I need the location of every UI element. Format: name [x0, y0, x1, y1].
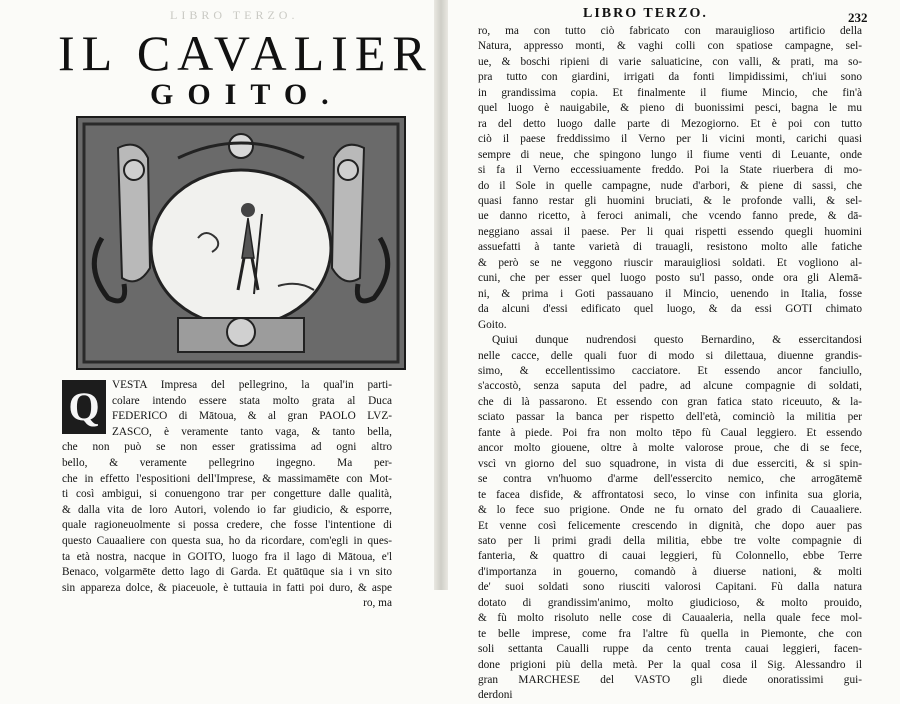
text-line: neggiano assai il paese. Per li quai rispetti essendo quegli huomini — [478, 225, 862, 238]
catchword: ro, ma — [363, 597, 392, 610]
text-line: sato per li primi gradi della militia, ebbe tre volte compagnie di — [478, 534, 862, 547]
text-line: si fa il Verno eccessiuamente freddo. Poi la State riuerbera di mo- — [478, 164, 862, 177]
text-line: pra tutto con giardini, irrigati da fonti limpidissimi, ch'iui sono — [478, 71, 862, 84]
text-line: te facea disfide, & affrontatosi seco, lo vinse con infinita sua gloria, — [478, 488, 862, 501]
text-line: & dalla vita de loro Autori, volendo io far giudicio, & esporre, — [62, 503, 392, 516]
book-gutter — [434, 0, 448, 590]
show-through-header: LIBRO TERZO. — [170, 8, 299, 22]
page-title: IL CAVALIER — [58, 25, 433, 81]
text-line: simo, & eccellentissimo cacciatore. Et essendo ancor fanciullo, — [478, 364, 862, 377]
text-line: nelle cacce, delle quali fuor di modo si dilettaua, diuenne grandis- — [478, 349, 862, 362]
decorated-initial: Q — [62, 380, 106, 434]
left-page — [0, 0, 434, 610]
text-line: fante à piede. Poi fra non molto tēpo fù Caual leggiero. Et essendo — [478, 426, 862, 439]
right-body-text — [478, 24, 862, 704]
text-line: quale ragioneuolmente si possa credere, che fosse l'intentione di — [62, 519, 392, 532]
text-line: ti così ambigui, si conuengono trar per congetture dalle qualità, — [62, 488, 392, 501]
text-line: do il Sole in quelle campagne, nude d'arbori, & piene di sassi, che — [478, 179, 862, 192]
text-line: ciò il paese freddissimo il Verno per li vicini monti, carichi quasi — [478, 133, 862, 146]
text-line: Et venne così felicemente crescendo in dignità, che dopo auer pas — [478, 519, 862, 532]
text-line: che non può se non esser gratissima ad ogni altro — [62, 441, 392, 454]
text-line: te belle imprese, come fra l'altre fù quella in Piemonte, che con — [478, 627, 862, 640]
left-body-text — [62, 378, 392, 612]
text-line: ra del detto luogo dalle parte di Mezogiorno. Et è poi con tutto — [478, 117, 862, 130]
text-line: ancor molto giouene, oltre à molte valorose proue, che di se fece, — [478, 442, 862, 455]
text-line: quasi fanno restar gli huomini bruciati, & le profonde valli, & sel- — [478, 194, 862, 207]
text-line: questo Cauaaliere con questa sua, ho da ricordare, com'egli in ques- — [62, 534, 392, 547]
text-line: da alcuni d'essi edificato quel luogo, & da essi GOTI chimato — [478, 303, 862, 316]
text-line: ue, & boschi ripieni di varie saluaticine, con valli, & prati, ma so- — [478, 55, 862, 68]
text-line: bello, & veramente pellegrino ingegno. Ma per- — [62, 456, 392, 469]
text-line: che in effetto l'espositioni dell'Imprese, & massimamēte con Mot- — [62, 472, 392, 485]
text-line: & però se ne veggono riuscir marauigliosi soldati. Et vogliono al- — [478, 256, 862, 269]
page-subtitle: GOITO. — [150, 78, 343, 111]
text-line: quel luogo è nauigabile, & pieno di buonissimi pesci, bagna le mu — [478, 102, 862, 115]
text-line: se contra vn'huomo d'arme dell'essercito nemico, che arrogātemē — [478, 473, 862, 486]
text-line: FEDERICO di Mātoua, & al gran PAOLO LVZ- — [112, 410, 392, 423]
text-line: soli settanta Caualli ruppe da cento trenta cauai leggieri, facen- — [478, 643, 862, 656]
text-line: colare intendo essere stata molto grata al Duca — [112, 394, 392, 407]
text-line: sciato passar la banca per rispetto dell'età, cominciò la militia per — [478, 411, 862, 424]
text-line: Quiui dunque nudrendosi questo Bernardino, & essercitandosi — [492, 334, 862, 347]
text-line: fanteria, & quattro di cauai leggieri, fù Colonnello, ebbe Terre — [478, 550, 862, 563]
impresa-illustration — [78, 118, 404, 368]
text-line: sin appareza dolce, & piaceuole, è tuttauia in fatti poi duro, & aspe — [62, 581, 392, 594]
catchword: derdoni — [478, 689, 513, 702]
text-line: ni, & prima i Goti passauano il Mincio, uenendo in Italia, fosse — [478, 287, 862, 300]
text-line: che di là passarono. Et essendo con gran fatica stato riceuuto, & la- — [478, 395, 862, 408]
page-number: 232 — [848, 10, 868, 25]
text-line: de' suoi soldati sono riusciti valorosi Capitani. Fù dalla natura — [478, 581, 862, 594]
text-line: d'importanza in gouerno, comandò à diuerse nationi, & molti — [478, 565, 862, 578]
text-line: ZASCO, è veramente tanto vaga, & tanto bella, — [112, 425, 392, 438]
text-line: Benaco, volgarmēte detto lago di Garda. Et quātūque sia i vn sito — [62, 566, 392, 579]
text-line: ro, ma con tutto ciò fabricato con marauiglioso artificio della — [478, 25, 862, 37]
right-page — [448, 0, 900, 702]
text-line: vscì vn giorno del suo squadrone, in vista di due esserciti, & si spin- — [478, 457, 862, 470]
impresa-woodcut — [76, 116, 406, 370]
text-line: & lo fece suo prigione. Onde ne fu ornato del grado di Cauaaliere. — [478, 504, 862, 517]
text-line: Natura, appresso monti, & vaghi colli con spatiose campagne, sel- — [478, 40, 862, 53]
text-line: sempre di neue, che spingono lungo il fiume venti di Leuante, onde — [478, 148, 862, 161]
text-line: ta età nostra, nacque in GOITO, luogo fra il lago di Mātoua, e'l — [62, 550, 392, 563]
text-line: & fù molto risoluto nelle cose di Cauaaleria, nella quale fece mol- — [478, 612, 862, 625]
text-line: VESTA Impresa del pellegrino, la qual'in parti- — [112, 379, 392, 391]
text-line: done prigioni più della metà. Per la qual cosa il Sig. Alessandro il — [478, 658, 862, 671]
text-line: dotato di grandissim'animo, molto giudicioso, & molto prouido, — [478, 596, 862, 609]
text-line: assuefatti à tante varietà di trauagli, resistono molto alle fatiche — [478, 241, 862, 254]
text-line: Goito. — [478, 318, 507, 331]
text-line: in grandissima copia. Et finalmente il fiume Mincio, che fin'à — [478, 86, 862, 99]
text-line: gran MARCHESE del VASTO gli diede onoratissimi gui- — [478, 674, 862, 687]
text-line: s'accostò, senza saputa del padre, ad alcune compagnie di soldati, — [478, 380, 862, 393]
text-line: cuni, che per esser quel luogo posto su'l passo, onde ora gli Alemā- — [478, 272, 862, 285]
text-line: ue danno ricetto, à feroci animali, che vcendo fanno prede, & dā- — [478, 210, 862, 223]
running-head: LIBRO TERZO. — [583, 6, 708, 21]
